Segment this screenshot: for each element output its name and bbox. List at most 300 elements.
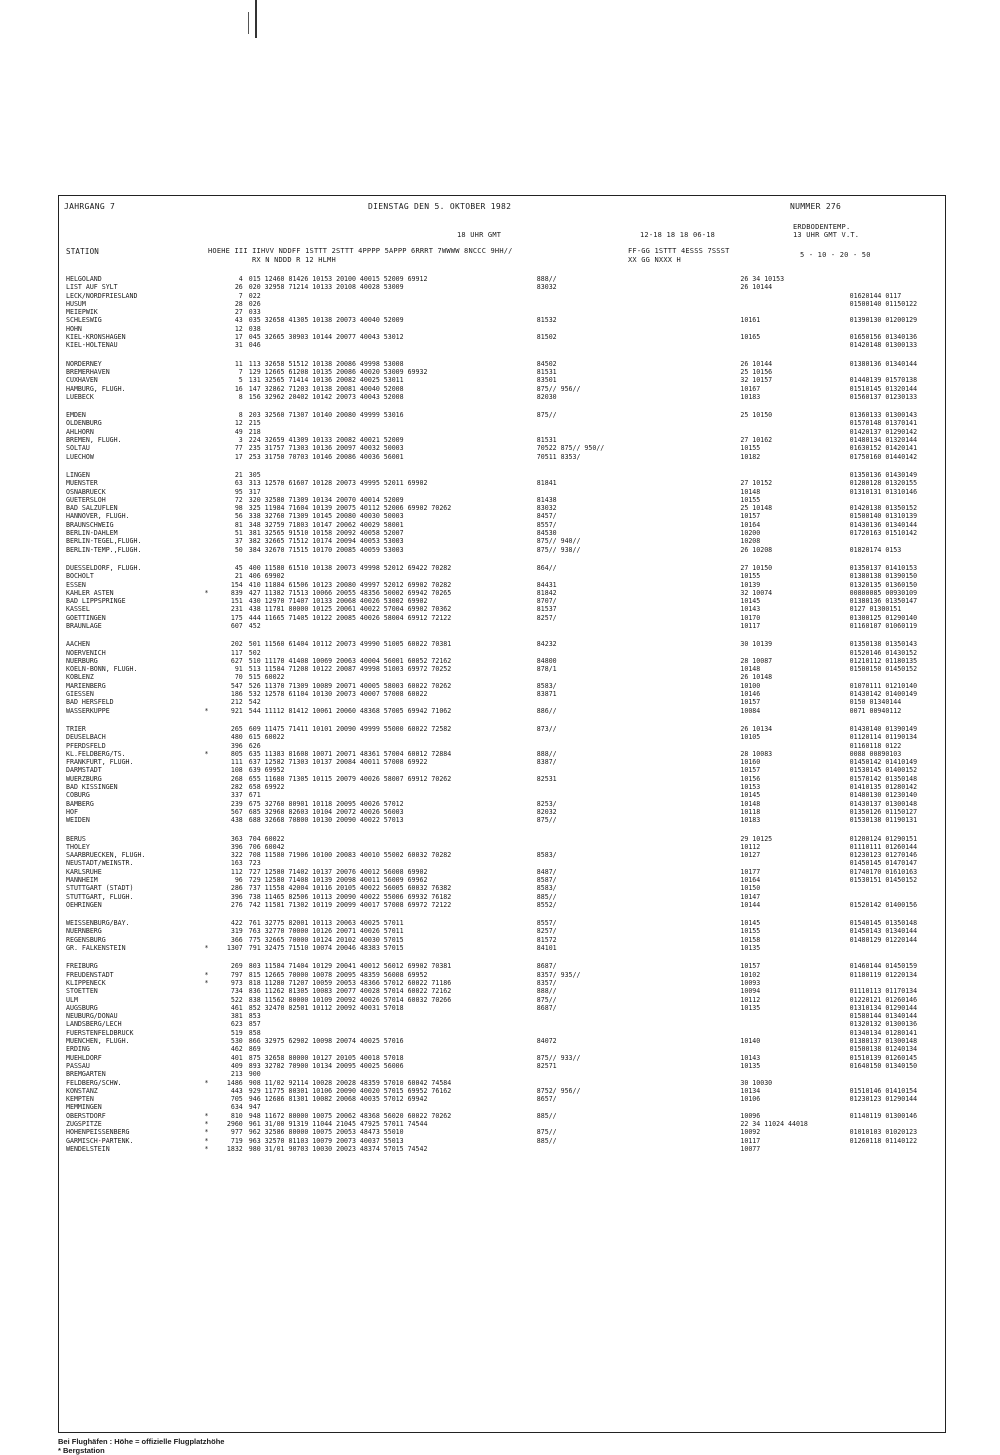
soil-temps: 00800085 00930109 (849, 588, 918, 597)
station-name: BREMERHAVEN (66, 367, 110, 376)
cloud-groups (537, 673, 741, 681)
table-row (66, 529, 938, 537)
station-height: 21 (234, 572, 243, 581)
synop-groups: 685 32968 82603 10104 20072 40026 56003 (248, 807, 404, 816)
cloud-groups: 885// (536, 892, 557, 901)
cloud-groups: 888// (536, 749, 557, 758)
mountain-mark (200, 901, 213, 909)
synop-groups: 626 (248, 741, 261, 750)
table-row (66, 987, 938, 995)
table-row (66, 368, 938, 376)
soil-temps: 01380137 01300148 (849, 1037, 918, 1046)
table-row (66, 479, 938, 487)
cloud-groups (537, 1103, 741, 1111)
table-row (66, 783, 938, 791)
station-name: BRAUNSCHWEIG (66, 520, 114, 529)
soil-temps: 01410135 01280142 (849, 783, 918, 792)
station-name: KOELN-BONN, FLUGH. (66, 665, 138, 674)
station-name: BAD SALZUFLEN (66, 504, 118, 513)
soil-temps: 01300125 01290140 (849, 613, 918, 622)
cloud-groups (537, 622, 741, 630)
table-row (66, 859, 938, 867)
station-height: 337 (230, 791, 243, 800)
pressure-groups: 10155 (740, 495, 761, 504)
soil-temps: 01430142 01400149 (849, 690, 918, 699)
table-row (66, 884, 938, 892)
code-header-2: RX N NDDD R 12 HLMH (252, 256, 336, 264)
synop-groups: 156 32962 20402 10142 20073 40043 52008 (248, 392, 404, 401)
synop-groups: 046 (248, 341, 261, 350)
station-name: MEMMINGEN (66, 1103, 102, 1112)
station-height: 11 (234, 359, 243, 368)
soil-temps (850, 537, 938, 545)
station-name: OLDENBURG (66, 419, 102, 428)
station-height: 98 (234, 504, 243, 513)
pressure-groups: 10147 (740, 892, 761, 901)
synop-groups: 948 11672 80000 10075 20062 48368 56020 60022 70262 (248, 1111, 452, 1120)
mountain-mark: * (204, 588, 209, 597)
station-height: 268 (230, 774, 243, 783)
cloud-groups (537, 488, 741, 496)
pressure-groups: 26 10144 (740, 359, 773, 368)
mountain-mark (200, 581, 213, 589)
cloud-groups: 8253/ (536, 799, 557, 808)
station-name: HELGOLAND (66, 275, 102, 283)
station-height: 81 (234, 520, 243, 529)
mountain-mark (200, 657, 213, 665)
station-height: 77 (234, 444, 243, 453)
soil-temps (850, 1145, 938, 1153)
table-row (66, 971, 938, 979)
cloud-groups (537, 733, 741, 741)
cloud-groups (537, 835, 741, 843)
station-name: KONSTANZ (66, 1086, 98, 1095)
soil-temps: 01320135 01360150 (849, 580, 918, 589)
station-height: 1307 (226, 944, 243, 953)
soil-temps: 01210112 01180135 (849, 656, 918, 665)
synop-groups: 857 (248, 1020, 261, 1029)
station-name: BAD LIPPSPRINGE (66, 597, 126, 606)
mountain-mark (200, 333, 213, 341)
station-name: ULM (66, 995, 78, 1004)
synop-groups: 253 31750 70703 10146 20086 40036 56001 (248, 452, 404, 461)
soil-temps: 01430136 01340144 (849, 520, 918, 529)
pressure-groups: 10183 (740, 816, 761, 825)
station-height: 805 (230, 749, 243, 758)
pressure-groups: 10145 (740, 791, 761, 800)
cloud-groups: 8257/ (536, 927, 557, 936)
table-row (66, 791, 938, 799)
synop-groups: 317 (248, 487, 261, 496)
pressure-groups: 32 10157 (740, 376, 773, 385)
table-row (66, 876, 938, 884)
synop-groups: 900 (248, 1070, 261, 1079)
cloud-groups: 8657/ (536, 1095, 557, 1104)
station-height: 49 (234, 427, 243, 436)
table-row (66, 537, 938, 545)
pressure-groups: 10150 (740, 884, 761, 893)
table-row (66, 385, 938, 393)
synop-groups: 020 32958 71214 10133 20108 40028 53009 (248, 283, 404, 292)
synop-groups: 131 32565 71414 10136 20082 40025 53011 (248, 376, 404, 385)
station-name: ZUGSPITZE (66, 1120, 102, 1129)
station-name: LIST AUF SYLT (66, 283, 118, 292)
table-row (66, 1037, 938, 1045)
mountain-mark (200, 428, 213, 436)
synop-groups: 320 32580 71309 10134 20070 40014 52009 (248, 495, 404, 504)
pressure-groups: 10144 (740, 900, 761, 909)
synop-groups: 129 12665 61208 10135 20086 40020 53009 69932 (248, 367, 428, 376)
station-name: NORDERNEY (66, 359, 102, 368)
cloud-groups: 8557/ (536, 919, 557, 928)
pressure-groups: 10145 (740, 597, 761, 606)
soil-temps: 01180119 01220134 (849, 970, 918, 979)
station-height: 45 (234, 563, 243, 572)
cloud-groups (537, 1020, 741, 1028)
mountain-mark (200, 690, 213, 698)
mountain-mark (200, 649, 213, 657)
soil-temps: 01260118 01140122 (849, 1136, 918, 1145)
synop-groups: 444 11665 71405 10122 20085 40026 58004 69912 72122 (248, 613, 452, 622)
table-row (66, 698, 938, 706)
station-height: 401 (230, 1053, 243, 1062)
soil-temps (850, 368, 938, 376)
table-row (66, 893, 938, 901)
soil-temps: 01120114 01190134 (849, 733, 918, 742)
mountain-mark (200, 300, 213, 308)
mountain-mark (200, 471, 213, 479)
table-row (66, 843, 938, 851)
soil-temps (850, 308, 938, 316)
cloud-groups: 83032 (536, 283, 557, 292)
station-name: BOCHOLT (66, 572, 94, 581)
cloud-groups: 81537 (536, 605, 557, 614)
synop-groups: 803 11584 71404 10129 20041 40012 56012 69902 70381 (248, 962, 452, 971)
station-name: GARMISCH-PARTENK. (66, 1136, 134, 1145)
cloud-groups: 875// (536, 1128, 557, 1137)
table-row (66, 564, 938, 572)
soil-temps (850, 893, 938, 901)
station-height: 422 (230, 919, 243, 928)
table-row (66, 800, 938, 808)
synop-groups: 501 11560 61404 10112 20073 49990 51005 60022 70381 (248, 640, 452, 649)
synop-groups: 866 32975 62902 10098 20074 40025 57016 (248, 1037, 404, 1046)
station-height: 27 (234, 308, 243, 317)
table-row (66, 504, 938, 512)
cloud-groups (537, 572, 741, 580)
station-height: 634 (230, 1103, 243, 1112)
station-height: 163 (230, 859, 243, 868)
table-row (66, 308, 938, 316)
mountain-mark (200, 1095, 213, 1103)
mountain-mark (200, 292, 213, 300)
pressure-groups: 30 10139 (740, 640, 773, 649)
table-row (66, 393, 938, 401)
synop-groups: 384 32670 71515 10170 20085 40059 53003 (248, 545, 404, 554)
table-row (66, 936, 938, 944)
cloud-groups (537, 1045, 741, 1053)
station-name: ERDING (66, 1045, 90, 1054)
station-name: AACHEN (66, 640, 90, 649)
soil-temps (850, 1070, 938, 1078)
station-name: DARMSTADT (66, 766, 102, 775)
station-name: WENDELSTEIN (66, 1144, 110, 1153)
table-row (66, 436, 938, 444)
synop-groups: 526 11370 71309 10089 20071 40005 58003 60022 70262 (248, 681, 452, 690)
station-name: BERLIN-DAHLEM (66, 529, 118, 538)
cloud-groups: 8457/ (536, 512, 557, 521)
table-row (66, 1112, 938, 1120)
cloud-groups (537, 341, 741, 349)
synop-groups: 382 32665 71512 10174 20094 40053 53003 (248, 537, 404, 546)
synop-groups: 022 (248, 291, 261, 300)
table-row (66, 597, 938, 605)
synop-groups: 815 12665 70000 10078 20095 48359 56008 69952 (248, 970, 428, 979)
table-row (66, 851, 938, 859)
synop-groups: 033 (248, 308, 261, 317)
cloud-groups (537, 300, 741, 308)
soil-temps: 01310131 01310146 (849, 487, 918, 496)
soil-temps: 01740170 01610163 (849, 867, 918, 876)
station-height: 186 (230, 690, 243, 699)
cloud-groups: 8752/ 956// (536, 1086, 581, 1095)
synop-groups: 609 11475 71411 10101 20090 49999 55000 60022 72582 (248, 724, 452, 733)
pressure-groups: 10143 (740, 605, 761, 614)
synop-groups: 671 (248, 791, 261, 800)
table-row (66, 733, 938, 741)
table-row (66, 360, 938, 368)
pressure-groups: 10157 (740, 962, 761, 971)
synop-groups: 775 32665 70000 10124 20102 40030 57015 (248, 935, 404, 944)
station-name: BERLIN-TEMP.,FLUGH. (66, 545, 142, 554)
table-row (66, 316, 938, 324)
station-height: 43 (234, 316, 243, 325)
station-height: 50 (234, 545, 243, 554)
mountain-mark: * (204, 1120, 209, 1129)
mountain-mark (200, 529, 213, 537)
synop-groups: 381 32565 91510 10158 20092 40058 52007 (248, 529, 404, 538)
cloud-groups: 886// (536, 706, 557, 715)
soil-temps (850, 275, 938, 283)
mountain-mark (200, 325, 213, 333)
station-name: BRAUNLAGE (66, 621, 102, 630)
soil-temps: 01350137 01410153 (849, 563, 918, 572)
code-header-1: HOEHE III IIHVV NDDFF 1STTT 2STTT 4PPPP 5APPP 6RRRT 7WWWW 8NCCC 9HH// (208, 247, 513, 255)
cloud-groups: 8707/ (536, 597, 557, 606)
mountain-mark: * (204, 1128, 209, 1137)
table-row (66, 333, 938, 341)
mountain-mark (200, 1054, 213, 1062)
station-height: 17 (234, 333, 243, 342)
mountain-mark (200, 682, 213, 690)
station-height: 797 (230, 970, 243, 979)
station-name: DEUSELBACH (66, 733, 106, 742)
soil-temps: 01720163 01510142 (849, 529, 918, 538)
pressure-groups: 10100 (740, 681, 761, 690)
pressure-groups: 10170 (740, 613, 761, 622)
soil-temps: 01420138 01350152 (849, 504, 918, 513)
station-name: HANNOVER, FLUGH. (66, 512, 130, 521)
pressure-groups: 10143 (740, 1053, 761, 1062)
soil-temps: 01160107 01060119 (849, 621, 918, 630)
synop-groups: 875 32658 80000 10127 20105 40018 57018 (248, 1053, 404, 1062)
station-height: 2960 (226, 1120, 243, 1129)
mountain-mark (200, 572, 213, 580)
table-row (66, 1137, 938, 1145)
cloud-groups: 83871 (536, 690, 557, 699)
station-name: THOLEY (66, 842, 90, 851)
table-row (66, 725, 938, 733)
table-row (66, 640, 938, 648)
station-name: MANNHEIM (66, 876, 98, 884)
soil-temps: 01580144 01340144 (849, 1012, 918, 1021)
pressure-groups: 27 10162 (740, 436, 773, 445)
soil-temps (850, 884, 938, 892)
mountain-mark (200, 996, 213, 1004)
soil-temps: 01820174 0153 (849, 545, 902, 554)
table-row (66, 868, 938, 876)
pressure-groups: 25 10150 (740, 411, 773, 420)
station-name: MUENCHEN, FLUGH. (66, 1037, 130, 1046)
station-height: 409 (230, 1061, 243, 1070)
soil-temps: 01380138 01390150 (849, 572, 918, 581)
synop-groups: 852 32470 82501 10112 20092 40031 57018 (248, 1003, 404, 1012)
table-row (66, 835, 938, 843)
table-row (66, 1029, 938, 1037)
cloud-groups: 875// (536, 995, 557, 1004)
synop-groups: 962 32586 80000 10075 20053 48473 55010 (248, 1128, 404, 1137)
station-name: TRIER (66, 724, 86, 733)
station-height: 1486 (226, 1078, 243, 1087)
pressure-groups: 10157 (740, 766, 761, 775)
station-height: 977 (230, 1128, 243, 1137)
station-name: REGENSBURG (66, 935, 106, 944)
mountain-mark (200, 673, 213, 681)
pressure-groups: 29 10125 (740, 834, 773, 843)
mountain-mark (200, 341, 213, 349)
pressure-groups (740, 1012, 849, 1020)
table-row (66, 292, 938, 300)
table-row (66, 1062, 938, 1070)
synop-groups: 218 (248, 427, 261, 436)
soil-temps: 01430140 01390149 (849, 724, 918, 733)
code-header-4: XX GG NXXX H (628, 256, 681, 264)
soil-temps: 01500140 01150122 (849, 299, 918, 308)
station-name: OEHRINGEN (66, 900, 102, 909)
station-height: 705 (230, 1095, 243, 1104)
station-name: GIESSEN (66, 690, 94, 699)
mountain-mark (200, 987, 213, 995)
soil-temps: 01310134 01290144 (849, 1003, 918, 1012)
pressure-groups: 28 10083 (740, 749, 773, 758)
synop-groups: 853 (248, 1012, 261, 1021)
synop-groups: 908 11/02 92114 10028 20028 48359 57010 60042 74584 (248, 1078, 452, 1087)
table-row (66, 901, 938, 909)
table-row (66, 1079, 938, 1087)
soil-temps (850, 979, 938, 987)
mountain-mark (200, 546, 213, 554)
cloud-groups: 83032 (536, 504, 557, 513)
station-height: 154 (230, 580, 243, 589)
cloud-groups: 875// (536, 411, 557, 420)
mountain-mark (200, 962, 213, 970)
station-name: HOF (66, 807, 78, 816)
cloud-groups (537, 649, 741, 657)
table-row (66, 275, 938, 283)
cloud-groups: 84101 (536, 944, 557, 953)
mountain-mark (200, 1062, 213, 1070)
synop-groups: 438 11781 80000 10125 20061 40022 57004 69902 70362 (248, 605, 452, 614)
station-name: MUENSTER (66, 479, 98, 488)
cloud-groups: 84502 (536, 359, 557, 368)
pressure-groups: 10092 (740, 1128, 761, 1137)
soil-temps: 01160118 0122 (849, 741, 902, 750)
station-height: 366 (230, 935, 243, 944)
mountain-mark (200, 385, 213, 393)
station-height: 5 (238, 376, 243, 385)
station-name: LECK/NORDFRIESLAND (66, 291, 138, 300)
station-height: 231 (230, 605, 243, 614)
soil-temps: 01460144 01450159 (849, 962, 918, 971)
station-height: 202 (230, 640, 243, 649)
pressure-groups: 10134 (740, 1086, 761, 1095)
station-name: STOETTEN (66, 987, 98, 996)
soil-temps: 01480130 01230140 (849, 791, 918, 800)
table-row (66, 758, 938, 766)
mountain-mark (200, 419, 213, 427)
cloud-groups: 875// (536, 816, 557, 825)
mountain-mark (200, 936, 213, 944)
soil-temps (850, 496, 938, 504)
station-height: 276 (230, 900, 243, 909)
pressure-groups: 10105 (740, 733, 761, 742)
synop-groups: 542 (248, 698, 261, 707)
station-name: PFERDSFELD (66, 741, 106, 750)
table-row (66, 546, 938, 554)
table-row (66, 816, 938, 824)
mountain-mark: * (204, 1111, 209, 1120)
synop-groups: 215 (248, 419, 261, 428)
pressure-groups: 10155 (740, 927, 761, 936)
station-group (66, 471, 938, 554)
soil-temps: 01650156 01340136 (849, 333, 918, 342)
soil-time-header: 13 UHR GMT V.T. (793, 231, 860, 239)
soil-temps (850, 325, 938, 333)
station-name: FUERSTENFELDBRUCK (66, 1028, 134, 1037)
table-row (66, 1020, 938, 1028)
mountain-mark (200, 851, 213, 859)
station-height: 719 (230, 1136, 243, 1145)
synop-groups: 655 11680 71305 10115 20079 40026 58007 69912 70262 (248, 774, 452, 783)
cloud-groups: 8687/ (536, 962, 557, 971)
station-name: WEIDEN (66, 816, 90, 825)
pressure-groups (740, 471, 849, 479)
station-height: 16 (234, 384, 243, 393)
table-row (66, 1103, 938, 1111)
soil-temps: 01510146 01410154 (849, 1086, 918, 1095)
station-name: WUERZBURG (66, 774, 102, 783)
soil-temps: 01230123 01270146 (849, 851, 918, 860)
pressure-groups: 10158 (740, 935, 761, 944)
pressure-groups: 10160 (740, 758, 761, 767)
cloud-groups: 885// (536, 1111, 557, 1120)
synop-groups: 836 11262 81305 10083 20077 40028 57014 60022 72162 (248, 987, 452, 996)
pressure-groups (740, 1029, 849, 1037)
cloud-groups: 84232 (536, 640, 557, 649)
station-name: NEUBURG/DONAU (66, 1012, 118, 1021)
station-name: SCHLESWIG (66, 316, 102, 325)
synop-groups: 763 32770 70000 10126 20071 40026 57011 (248, 927, 404, 936)
